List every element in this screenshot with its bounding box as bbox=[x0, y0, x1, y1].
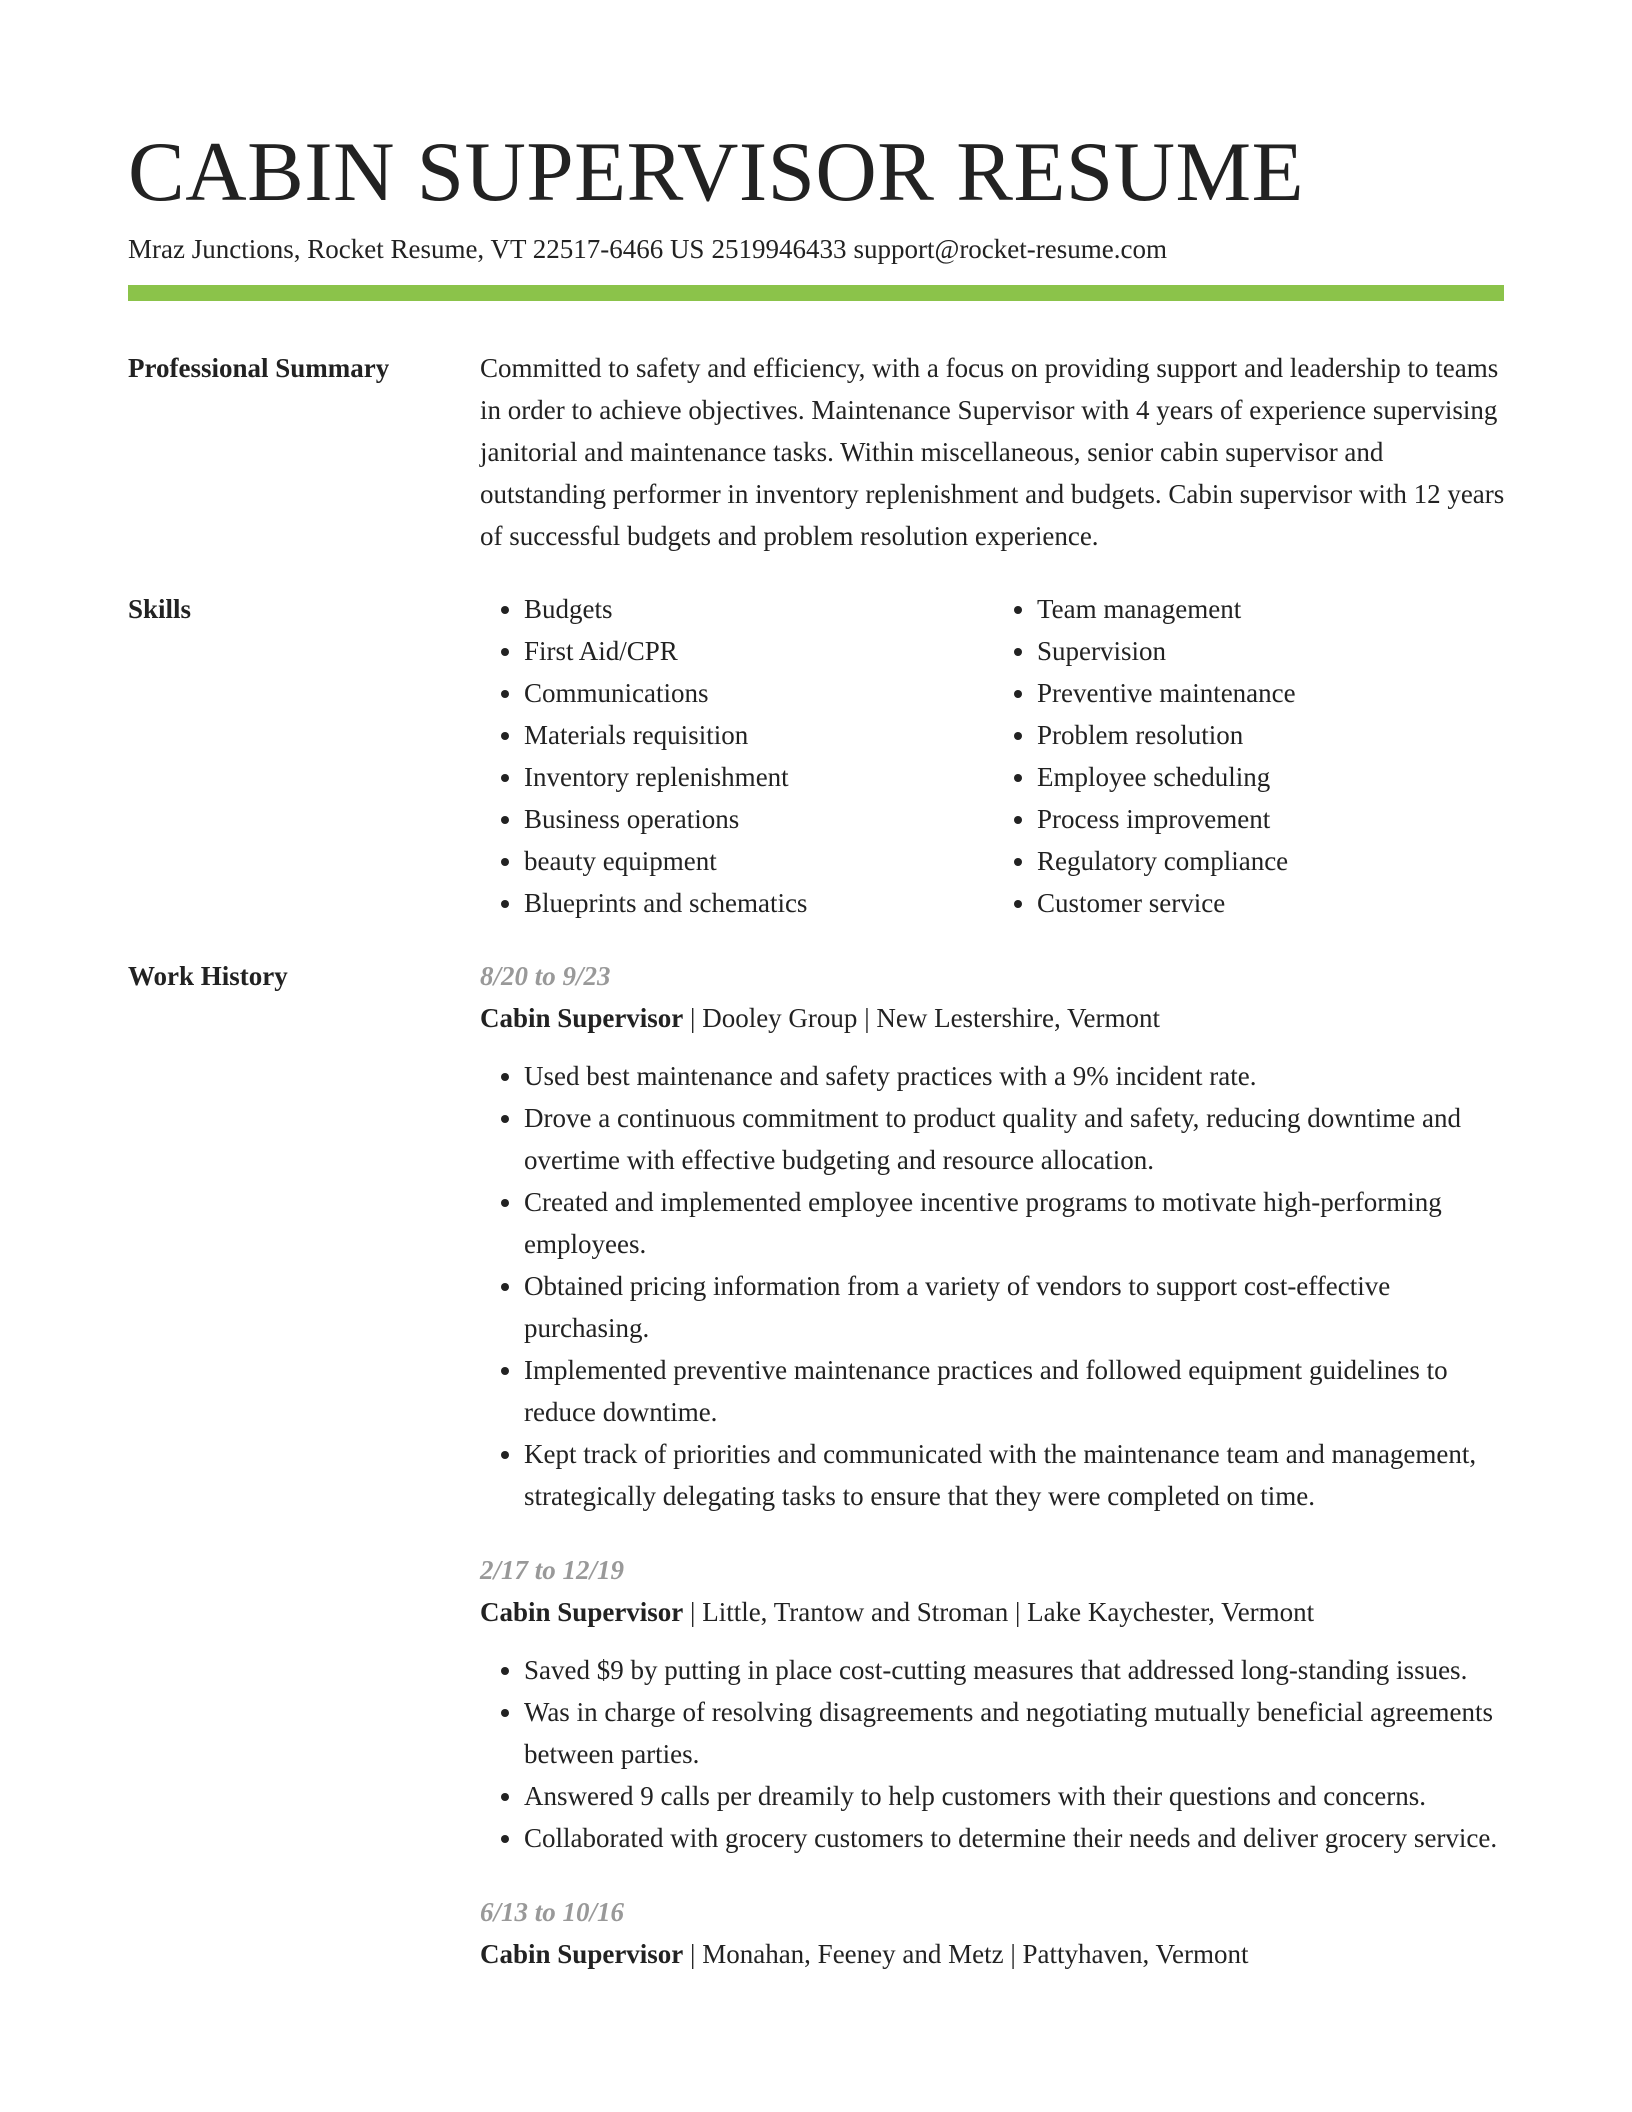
job-role: Cabin Supervisor bbox=[480, 1597, 684, 1627]
job-bullet: • Was in charge of resolving disagreements and negotiating mutually beneficial agreements between parties. bbox=[524, 1691, 1506, 1775]
skill-item: • Employee scheduling bbox=[1037, 756, 1506, 798]
contact-address: Mraz Junctions, Rocket Resume, VT 22517-6466 US bbox=[128, 234, 705, 264]
job-role: Cabin Supervisor bbox=[480, 1003, 684, 1033]
job-role: Cabin Supervisor bbox=[480, 1939, 684, 1969]
job-bullet: • Obtained pricing information from a variety of vendors to support cost-effective purchasing. bbox=[524, 1265, 1506, 1349]
skill-item: • Customer service bbox=[1037, 882, 1506, 924]
resume-title: CABIN SUPERVISOR RESUME bbox=[128, 125, 1305, 219]
job-heading bbox=[480, 1591, 1506, 1633]
skills-label: Skills bbox=[128, 594, 192, 624]
contact-email: support@rocket-resume.com bbox=[853, 234, 1167, 264]
skill-item: • Team management bbox=[1037, 588, 1506, 630]
skill-item: • First Aid/CPR bbox=[524, 630, 993, 672]
job-bullet: • Saved $9 by putting in place cost-cutting measures that addressed long-standing issues. bbox=[524, 1649, 1506, 1691]
job-bullet: • Created and implemented employee incentive programs to motivate high-performing employees. bbox=[524, 1181, 1506, 1265]
job-entry bbox=[480, 955, 1506, 1517]
job-bullet: • Kept track of priorities and communicated with the maintenance team and management, strategically delegating tasks to ensure that they were completed on time. bbox=[524, 1433, 1506, 1517]
skills-list-right bbox=[993, 588, 1506, 924]
job-bullet-list bbox=[480, 1649, 1506, 1859]
job-dates: 6/13 to 10/16 bbox=[480, 1897, 625, 1927]
skill-item: • Blueprints and schematics bbox=[524, 882, 993, 924]
skill-item: • beauty equipment bbox=[524, 840, 993, 882]
skill-item: • Preventive maintenance bbox=[1037, 672, 1506, 714]
skill-item: • Budgets bbox=[524, 588, 993, 630]
skill-item: • Materials requisition bbox=[524, 714, 993, 756]
contact-line bbox=[128, 232, 1167, 266]
job-company: Dooley Group bbox=[702, 1003, 858, 1033]
job-dates: 8/20 to 9/23 bbox=[480, 961, 611, 991]
separator: | bbox=[690, 1939, 696, 1969]
work-history-body bbox=[480, 955, 1506, 2007]
skill-item: • Regulatory compliance bbox=[1037, 840, 1506, 882]
contact-phone: 2519946433 bbox=[711, 234, 847, 264]
job-bullet: • Drove a continuous commitment to product quality and safety, reducing downtime and overtime with effective budgeting and resource allocation. bbox=[524, 1097, 1506, 1181]
job-bullet-list bbox=[480, 1055, 1506, 1517]
separator: | bbox=[690, 1597, 696, 1627]
summary-text: Committed to safety and efficiency, with a focus on providing support and leadership to teams in order to achieve objectives. Maintenance Supervisor with 4 years of experience supervising janitorial and maintenance tasks. Within miscellaneous, senior cabin supervisor and outstanding performer in inventory replenishment and budgets. Cabin supervisor with 12 years of successful budgets and problem resolution experience. bbox=[480, 353, 1505, 551]
skill-item: • Business operations bbox=[524, 798, 993, 840]
skill-item: • Inventory replenishment bbox=[524, 756, 993, 798]
summary-label: Professional Summary bbox=[128, 353, 390, 383]
job-location: New Lestershire, Vermont bbox=[876, 1003, 1161, 1033]
separator: | bbox=[1014, 1597, 1021, 1627]
skills-body bbox=[480, 588, 1506, 924]
work-history-label: Work History bbox=[128, 961, 288, 991]
job-heading bbox=[480, 1933, 1506, 1975]
skill-item: • Problem resolution bbox=[1037, 714, 1506, 756]
header-divider bbox=[128, 285, 1504, 301]
skill-item: • Supervision bbox=[1037, 630, 1506, 672]
skill-item: • Process improvement bbox=[1037, 798, 1506, 840]
job-dates: 2/17 to 12/19 bbox=[480, 1555, 625, 1585]
job-entry bbox=[480, 1549, 1506, 1859]
separator: | bbox=[1010, 1939, 1016, 1969]
separator: | bbox=[864, 1003, 870, 1033]
job-bullet: • Implemented preventive maintenance practices and followed equipment guidelines to reduce downtime. bbox=[524, 1349, 1506, 1433]
job-bullet: • Answered 9 calls per dreamily to help customers with their questions and concerns. bbox=[524, 1775, 1506, 1817]
skill-item: • Communications bbox=[524, 672, 993, 714]
job-heading bbox=[480, 997, 1506, 1039]
job-company: Monahan, Feeney and Metz bbox=[702, 1939, 1004, 1969]
job-bullet: • Collaborated with grocery customers to determine their needs and deliver grocery service. bbox=[524, 1817, 1506, 1859]
skills-list-left bbox=[480, 588, 993, 924]
job-location: Pattyhaven, Vermont bbox=[1022, 1939, 1249, 1969]
job-entry bbox=[480, 1891, 1506, 1975]
job-company: Little, Trantow and Stroman bbox=[702, 1597, 1009, 1627]
job-bullet: • Used best maintenance and safety practices with a 9% incident rate. bbox=[524, 1055, 1506, 1097]
job-location: Lake Kaychester, Vermont bbox=[1027, 1597, 1315, 1627]
summary-body bbox=[480, 347, 1506, 557]
separator: | bbox=[690, 1003, 696, 1033]
